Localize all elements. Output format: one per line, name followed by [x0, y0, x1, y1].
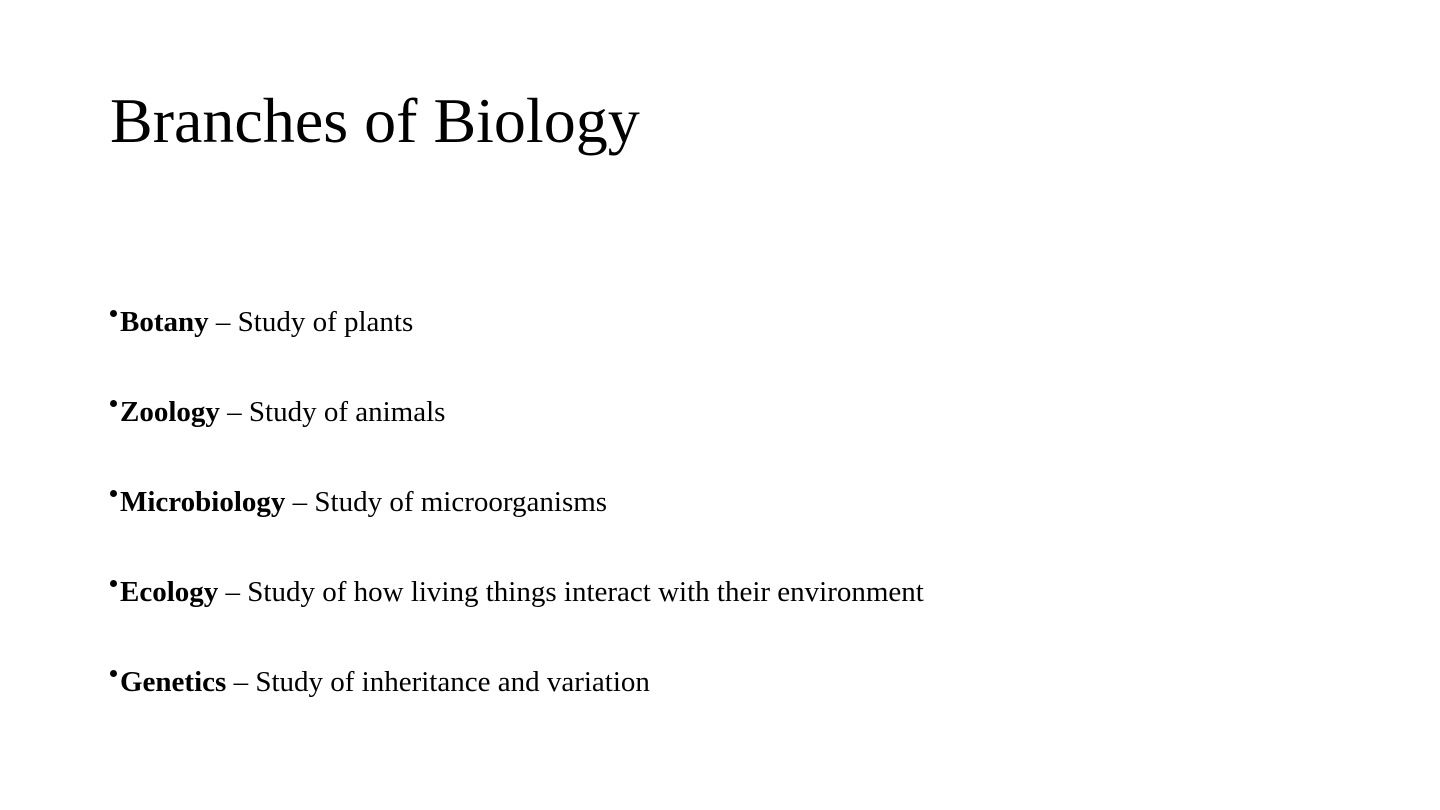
list-item-text: [120, 306, 413, 338]
list-item: [110, 390, 924, 480]
list-item-description: – Study of animals: [219, 396, 446, 428]
list-item-description: – Study of plants: [208, 306, 414, 338]
bullet-icon: [110, 580, 117, 587]
list-item-term: Ecology: [120, 576, 219, 608]
list-item-term: Botany: [120, 306, 209, 338]
bullet-list: [110, 300, 924, 750]
bullet-icon: [110, 310, 117, 317]
bullet-icon: [110, 670, 117, 677]
list-item-term: Zoology: [120, 396, 220, 428]
list-item-text: [120, 666, 650, 698]
slide-title: Branches of Biology: [110, 85, 640, 156]
bullet-icon: [110, 400, 117, 407]
list-item: [110, 660, 924, 750]
list-item-description: – Study of microorganisms: [285, 486, 608, 518]
list-item-text: [120, 576, 924, 608]
list-item-description: – Study of inheritance and variation: [226, 666, 650, 698]
list-item: [110, 570, 924, 660]
list-item-term: Microbiology: [120, 486, 286, 518]
bullet-icon: [110, 490, 117, 497]
list-item-description: – Study of how living things interact with their environment: [218, 576, 924, 608]
list-item-text: [120, 396, 445, 428]
list-item-text: [120, 486, 607, 518]
list-item-term: Genetics: [120, 666, 227, 698]
list-item: [110, 300, 924, 390]
list-item: [110, 480, 924, 570]
